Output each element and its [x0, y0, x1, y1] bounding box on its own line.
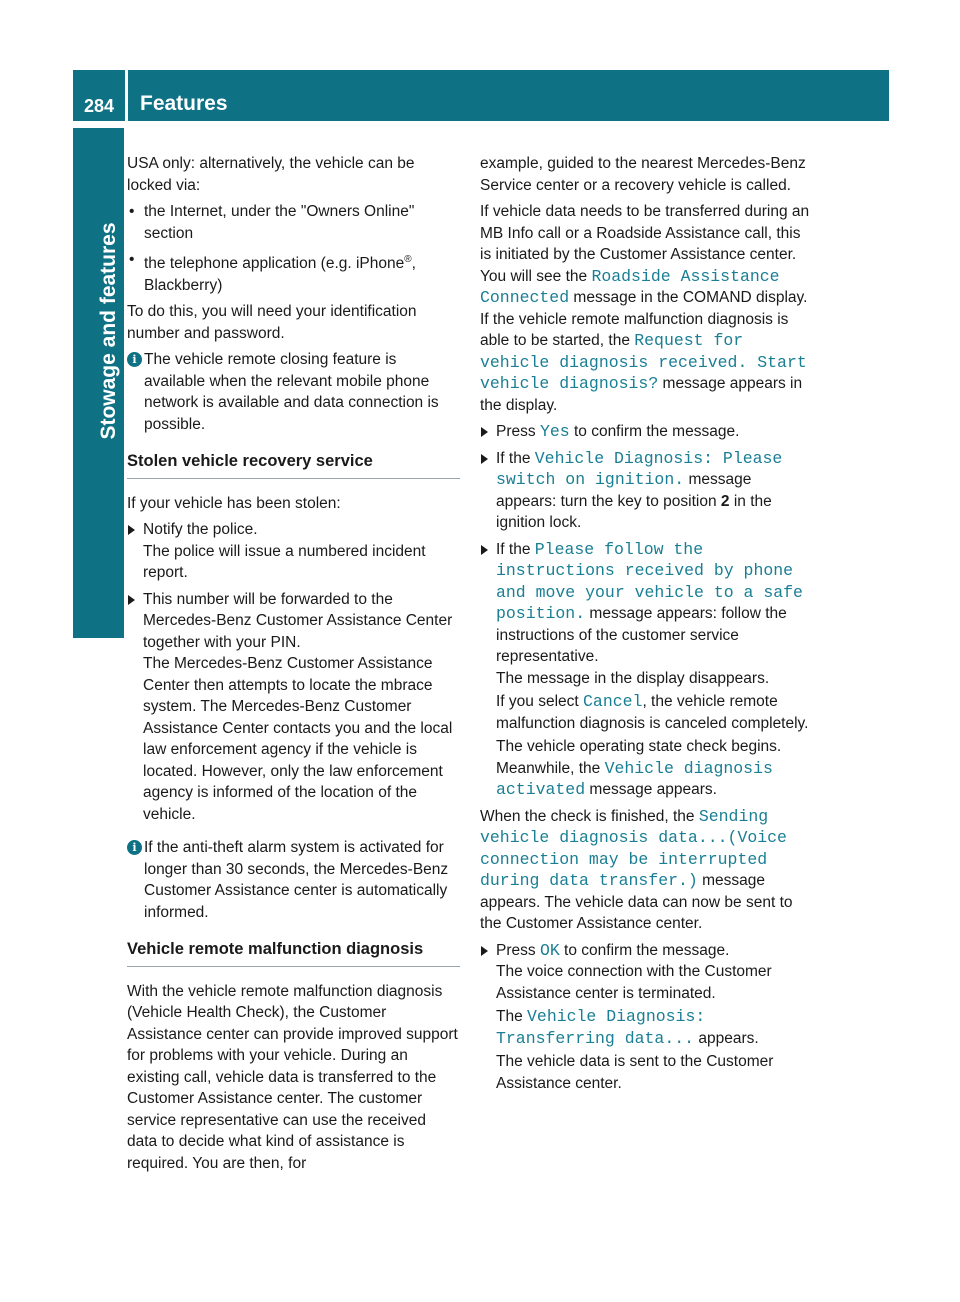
step-arrow-icon [481, 454, 488, 464]
stolen-intro: If your vehicle has been stolen: [127, 494, 341, 512]
step-arrow-icon [481, 946, 488, 956]
step-item: Notify the police. The police will issue a numbered incident report. [127, 519, 460, 584]
page-number: 284 [83, 96, 115, 116]
diagnosis-intro: With the vehicle remote malfunction diagnosis (Vehicle Health Check), the Customer Assistance center can provide improved support for problems with your vehicle. During an existing call, vehicle data is transferred to the Customer Assistance center. The customer service representative can use the received data to decide what kind of assistance is required. You are then, for [127, 982, 458, 1172]
intro-text: USA only: alternatively, the vehicle can be locked via: [127, 155, 415, 194]
step-arrow-icon [128, 525, 135, 535]
step-arrow-icon [481, 427, 488, 437]
side-tab [73, 128, 124, 638]
right-column [480, 153, 815, 1099]
paragraph: If vehicle data needs to be transferred during an MB Info call or a Roadside Assistance call, this is initiated by the Customer Assistance center. You will see the Roadside Assistance Connected message in the COMAND display. If the vehicle remote malfunction diagnosis is able to be started, the Request for vehicle diagnosis received. Start vehicle diagnosis? message appears in the display. [480, 203, 810, 414]
left-column [127, 153, 460, 1179]
step-item: This number will be forwarded to the Mercedes-Benz Customer Assistance Center together with your PIN. The Mercedes-Benz Customer Assistance Center then attempts to locate the mbrace system. The Mercedes-Benz Customer Assistance Center contacts you and the local law enforcement agency if the vehicle is located. However, only the law enforcement agency is informed of the location of the vehicle. [127, 589, 460, 826]
info-note: i The vehicle remote closing feature is available when the relevant mobile phone network is available and data connection is possible. [127, 349, 460, 435]
display-message: Yes [539, 422, 570, 441]
step-item: If the Please follow the instructions received by phone and move your vehicle to a safe position. message appears: follow the instructions of the customer service representative. The message in the display disappears. If you select Cancel, the vehicle remote malfunction diagnosis is canceled completely. The vehicle operating state check begins. Meanwhile, the Vehicle diagnosis activated message appears. [480, 539, 815, 801]
bullet-item: • the telephone application (e.g. iPhone®, Blackberry) [129, 251, 416, 294]
page-title: Features [140, 92, 228, 115]
bullet-icon: • [129, 251, 135, 268]
section-heading-stolen: Stolen vehicle recovery service [127, 451, 460, 479]
display-message: Roadside Assistance Connected [480, 266, 780, 307]
info-icon: i [127, 840, 142, 855]
step-item: Press Yes to confirm the message. [480, 421, 815, 443]
side-tab-label: Stowage and features [97, 222, 120, 440]
continued-text: example, guided to the nearest Mercedes-Benz Service center or a recovery vehicle is called. [480, 155, 806, 194]
paragraph: When the check is finished, the Sending vehicle diagnosis data...(Voice connection may be interrupted during data transfer.) message appears. The vehicle data can now be sent to the Customer Assistance center. [480, 806, 793, 932]
display-message: Vehicle Diagnosis: Transferring data... [496, 1007, 706, 1048]
section-heading-diagnosis: Vehicle remote malfunction diagnosis [127, 939, 460, 967]
bullet-item: • the Internet, under the "Owners Online" section [129, 203, 415, 242]
step-arrow-icon [481, 545, 488, 555]
display-message: Vehicle Diagnosis: Please switch on ignition. [496, 448, 783, 489]
info-icon: i [127, 352, 142, 367]
display-message: Cancel [583, 692, 643, 711]
bullet-icon: • [129, 203, 135, 220]
id-text: To do this, you will need your identification number and password. [127, 303, 417, 342]
display-message: Vehicle diagnosis activated [496, 758, 773, 799]
step-arrow-icon [128, 595, 135, 605]
display-message: Request for vehicle diagnosis received. Start vehicle diagnosis? [480, 331, 807, 393]
info-note: i If the anti-theft alarm system is activated for longer than 30 seconds, the Mercedes-Benz Customer Assistance center is automatically informed. [127, 837, 460, 923]
display-message: Please follow the instructions received by phone and move your vehicle to a safe position. [496, 539, 803, 623]
display-message: Sending vehicle diagnosis data...(Voice connection may be interrupted during data transfer.) [480, 806, 787, 890]
step-item: Press OK to confirm the message. The voice connection with the Customer Assistance center is terminated. The Vehicle Diagnosis: Transferring data... appears. The vehicle data is sent to the Customer Assistance center. [480, 940, 815, 1095]
step-item: If the Vehicle Diagnosis: Please switch on ignition. message appears: turn the key to position 2 in the ignition lock. [480, 448, 815, 534]
display-message: OK [539, 940, 560, 960]
